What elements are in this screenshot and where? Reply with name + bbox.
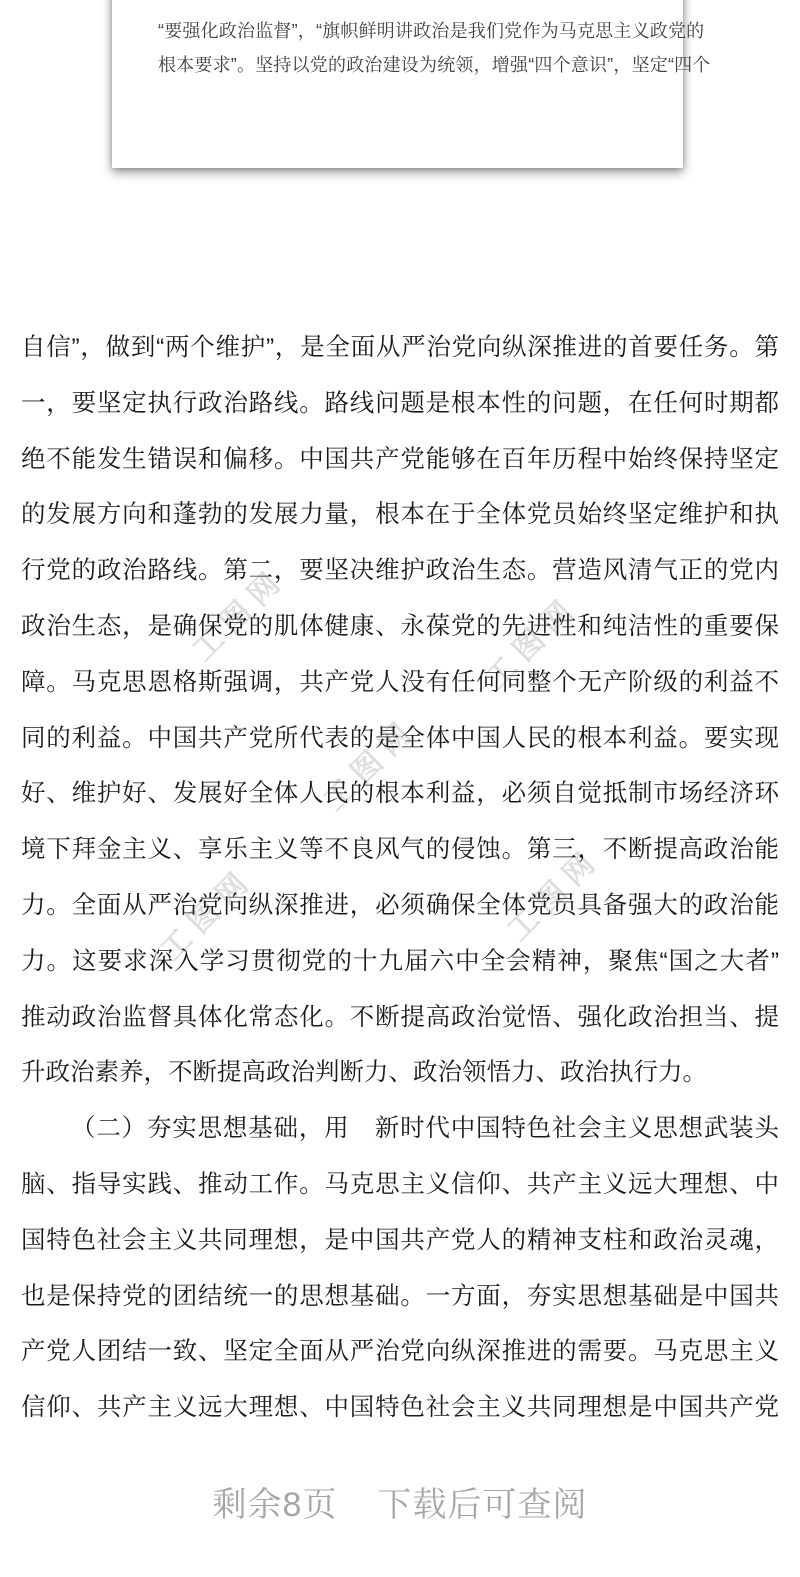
site-watermark: 工图网 <box>501 841 608 948</box>
body-line: 一，要坚定执行政治路线。路线问题是根本性的问题，在任何时期都 <box>21 389 779 417</box>
download-hint-label: 下载后可查阅 <box>377 1486 588 1524</box>
body-line: 绝不能发生错误和偏移。中国共产党能够在百年历程中始终保持坚定 <box>21 445 779 473</box>
body-line: 也是保持党的团结统一的思想基础。一方面，夯实思想基础是中国共 <box>21 1282 779 1310</box>
body-line: 好、维护好、发展好全体人民的根本利益，必须自觉抵制市场经济环 <box>21 780 779 808</box>
body-line: 政治生态，是确保党的肌体健康、永葆党的先进性和纯洁性的重要保 <box>21 612 779 640</box>
body-line: 境下拜金主义、享乐主义等不良风气的侵蚀。第三，不断提高政治能 <box>21 836 779 864</box>
body-line: 脑、指导实践、推动工作。马克思主义信仰、共产主义远大理想、中 <box>21 1170 779 1198</box>
card-line: “要强化政治监督”，“旗帜鲜明讲政治是我们党作为马克思主义政党的 <box>158 21 705 41</box>
body-line: 升政治素养，不断提高政治判断力、政治领悟力、政治执行力。 <box>21 1059 707 1087</box>
body-line: （二）夯实思想基础，用 新时代中国特色社会主义思想武装头 <box>71 1115 779 1143</box>
body-line: 推动政治监督具体化常态化。不断提高政治觉悟、强化政治担当、提 <box>21 1003 779 1031</box>
remaining-pages-label: 剩余8页 <box>212 1486 338 1524</box>
body-line: 力。这要求深入学习贯彻党的十九届六中全会精神，聚焦“国之大者” <box>21 947 779 975</box>
body-line: 产党人团结一致、坚定全面从严治党向纵深推进的需要。马克思主义 <box>21 1338 779 1366</box>
body-line: 障。马克思恩格斯强调，共产党人没有任何同整个无产阶级的利益不 <box>21 668 779 696</box>
site-watermark: 工图网 <box>186 561 293 668</box>
body-line: 自信”，做到“两个维护”，是全面从严治党向纵深推进的首要任务。第 <box>21 334 779 361</box>
site-watermark: 工图网 <box>317 711 424 818</box>
body-line: 信仰、共产主义远大理想、中国特色社会主义共同理想是中国共产党 <box>21 1394 779 1422</box>
site-watermark: 工图网 <box>154 861 261 968</box>
remaining-pages-notice[interactable] <box>0 1477 800 1526</box>
card-line: 根本要求”。坚持以党的政治建设为统领，增强“四个意识”，坚定“四个 <box>158 55 711 75</box>
body-line: 行党的政治路线。第二，要坚决维护政治生态。营造风清气正的党内 <box>21 557 779 585</box>
body-line: 的发展方向和蓬勃的发展力量，根本在于全体党员始终坚定维护和执 <box>21 501 779 529</box>
document-preview-card <box>112 0 711 168</box>
site-watermark: 工图网 <box>479 589 586 696</box>
body-line: 国特色社会主义共同理想，是中国共产党人的精神支柱和政治灵魂， <box>21 1226 779 1254</box>
document-body <box>21 320 779 1436</box>
body-line: 力。全面从严治党向纵深推进，必须确保全体党员具备强大的政治能 <box>21 891 779 919</box>
body-line: 同的利益。中国共产党所代表的是全体中国人民的根本利益。要实现 <box>21 724 779 752</box>
card-text <box>158 14 711 82</box>
